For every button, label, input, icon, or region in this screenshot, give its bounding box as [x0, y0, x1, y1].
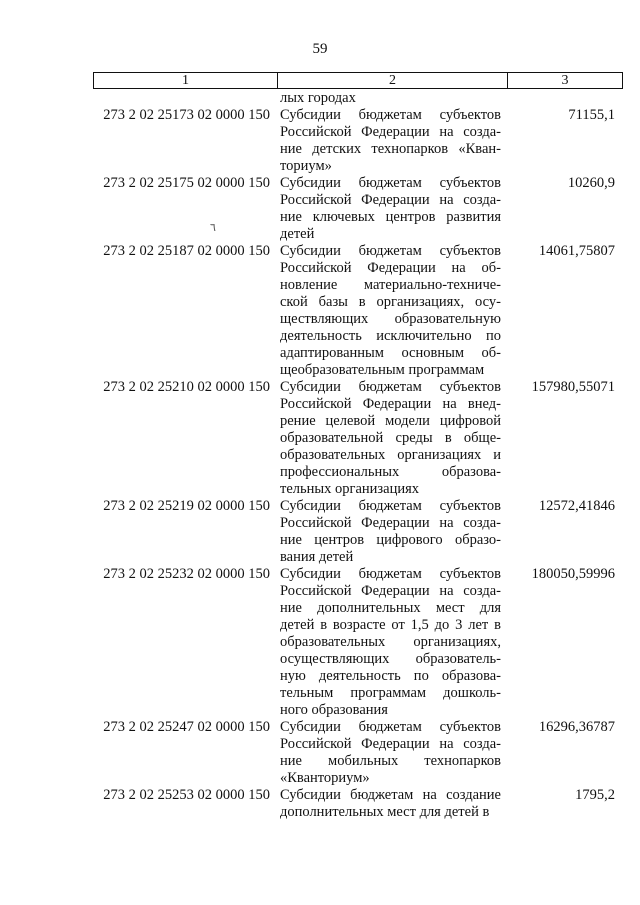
description-line: образовательных организациях, — [280, 634, 501, 650]
description-line: Субсидии бюджетам субъектов — [280, 379, 501, 395]
description-line: Российской Федерации на внед- — [280, 396, 501, 412]
amount-cell: 1795,2 — [575, 787, 615, 803]
description-line: Субсидии бюджетам субъектов — [280, 719, 501, 735]
description-line: Российской Федерации на созда- — [280, 515, 501, 531]
page-number: 59 — [312, 41, 328, 57]
description-line: ние ключевых центров развития — [280, 209, 501, 225]
description-line: Субсидии бюджетам субъектов — [280, 566, 501, 582]
description-line: Российской Федерации на созда- — [280, 583, 501, 599]
table-row — [93, 787, 623, 821]
code-cell: 273 2 02 25175 02 0000 150 — [103, 175, 270, 191]
description-line: профессиональных образова- — [280, 464, 501, 480]
description-cell — [276, 175, 505, 243]
description-line: ториум» — [280, 158, 332, 174]
description-cell — [276, 719, 505, 787]
description-cell — [276, 243, 505, 379]
description-line: ской базы в организациях, осу- — [280, 294, 501, 310]
header-col-3: 3 — [561, 73, 569, 88]
description-line: ние детских технопарков «Кван- — [280, 141, 501, 157]
header-col-2: 2 — [278, 73, 508, 88]
description-cell — [276, 379, 505, 498]
table-row — [93, 719, 623, 787]
description-line: вания детей — [280, 549, 354, 565]
code-cell — [93, 90, 276, 107]
code-cell: 273 2 02 25173 02 0000 150 — [103, 107, 270, 123]
description-line: «Кванториум» — [280, 770, 370, 786]
description-line: ние мобильных технопарков — [280, 753, 501, 769]
description-cell — [276, 566, 505, 719]
description-line: Субсидии бюджетам субъектов — [280, 243, 501, 259]
description-line: Субсидии бюджетам субъектов — [280, 498, 501, 514]
description-line: детей — [280, 226, 315, 242]
header-col-1: 1 — [94, 73, 278, 88]
description-line: Субсидии бюджетам субъектов — [280, 175, 501, 191]
code-cell: 273 2 02 25232 02 0000 150 — [103, 566, 270, 582]
description-cell — [276, 107, 505, 175]
amount-cell: 16296,36787 — [538, 719, 615, 735]
code-cell: 273 2 02 25187 02 0000 150 — [103, 243, 270, 259]
description-line: Российской Федерации на созда- — [280, 736, 501, 752]
table-row — [93, 175, 623, 243]
description-line: дополнительных мест для детей в — [280, 804, 490, 820]
description-line: ние центров цифрового образо- — [280, 532, 501, 548]
amount-cell: 14061,75807 — [538, 243, 615, 259]
description-line: ществляющих образовательную — [280, 311, 501, 327]
description-line: ную деятельность по образова- — [280, 668, 501, 684]
description-line: лых городах — [280, 90, 356, 106]
amount-cell: 157980,55071 — [531, 379, 615, 395]
amount-cell: 12572,41846 — [538, 498, 615, 514]
description-line: образовательной среды в обще- — [280, 430, 501, 446]
description-line: щеобразовательным программам — [280, 362, 485, 378]
description-line: ние дополнительных мест для — [280, 600, 501, 616]
description-cell — [276, 498, 505, 566]
table-row — [93, 243, 623, 379]
description-line: Российской Федерации на созда- — [280, 192, 501, 208]
description-line: ного образования — [280, 702, 388, 718]
code-cell: 273 2 02 25253 02 0000 150 — [103, 787, 270, 803]
table-row-continuation — [93, 90, 623, 107]
description-cell — [276, 90, 505, 107]
table-body — [93, 90, 623, 821]
table-row — [93, 498, 623, 566]
description-line: тельным программам дошколь- — [280, 685, 501, 701]
description-line: новление материально-техниче- — [280, 277, 501, 293]
table-row — [93, 566, 623, 719]
description-line: детей в возрасте от 1,5 до 3 лет в — [280, 617, 501, 633]
description-line: Российской Федерации на об- — [280, 260, 501, 276]
amount-cell — [505, 90, 623, 107]
amount-cell: 180050,59996 — [531, 566, 615, 582]
description-line: рение целевой модели цифровой — [280, 413, 501, 429]
code-cell: 273 2 02 25210 02 0000 150 — [103, 379, 270, 395]
table-header — [93, 72, 623, 89]
stray-mark: ٦ — [210, 222, 216, 234]
description-line: тельных организациях — [280, 481, 420, 497]
description-cell — [276, 787, 505, 821]
amount-cell: 71155,1 — [568, 107, 615, 123]
table-row — [93, 107, 623, 175]
description-line: осуществляющих образователь- — [280, 651, 501, 667]
description-line: Субсидии бюджетам субъектов — [280, 107, 501, 123]
description-line: деятельность исключительно по — [280, 328, 501, 344]
description-line: Российской Федерации на созда- — [280, 124, 501, 140]
description-line: Субсидии бюджетам на создание — [280, 787, 501, 803]
code-cell: 273 2 02 25219 02 0000 150 — [103, 498, 270, 514]
amount-cell: 10260,9 — [567, 175, 615, 191]
table-row — [93, 379, 623, 498]
description-line: адаптированным основным об- — [280, 345, 501, 361]
code-cell: 273 2 02 25247 02 0000 150 — [103, 719, 270, 735]
description-line: образовательных организациях и — [280, 447, 501, 463]
